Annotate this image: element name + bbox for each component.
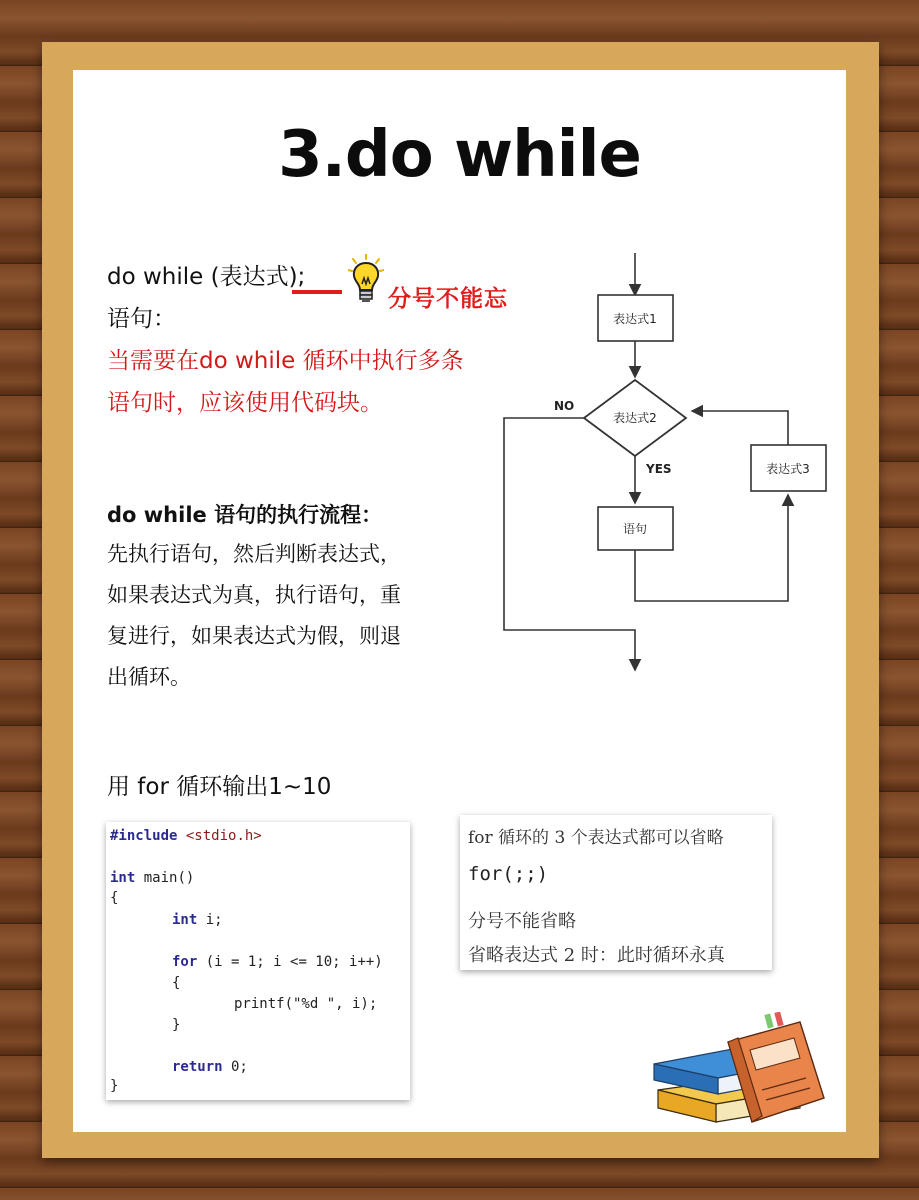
code-token: printf("%d ", i); <box>234 996 378 1012</box>
semicolon-note: 分号不能忘 <box>388 286 508 312</box>
semicolon-marker <box>292 290 342 294</box>
note-line: 省略表达式 2 时：此时循环永真 <box>468 945 725 966</box>
red-note-line1: 当需要在do while 循环中执行多条 <box>107 348 464 374</box>
flow-line: 先执行语句，然后判断表达式， <box>107 542 401 566</box>
note-line: for 循环的 3 个表达式都可以省略 <box>468 828 724 848</box>
flow-line: 复进行，如果表达式为假，则退 <box>107 624 401 648</box>
page-title: 3.do while <box>278 118 641 192</box>
code-token: (i = 1; i <= 10; i++) <box>197 954 383 970</box>
code-token: <stdio.h> <box>185 828 262 844</box>
flow-box3-label: 表达式3 <box>766 462 810 476</box>
code-token: i; <box>197 912 223 928</box>
code-token: main() <box>135 870 195 886</box>
code-token: #include <box>110 828 178 844</box>
code-token: return <box>172 1059 223 1075</box>
code-token: { <box>172 975 181 991</box>
lightbulb-icon <box>348 254 384 312</box>
code-token: for <box>172 954 198 970</box>
flow-box1-label: 表达式1 <box>613 312 657 326</box>
flow-yes-label: YES <box>646 462 672 476</box>
syntax-statement: 语句： <box>107 306 176 332</box>
books-icon <box>650 1012 830 1130</box>
code-token: { <box>110 890 119 906</box>
note-line: 分号不能省略 <box>468 911 576 932</box>
note-line: for(;;) <box>468 863 549 885</box>
code-token: int <box>172 912 198 928</box>
flow-no-label: NO <box>554 399 575 413</box>
red-note-line2: 语句时，应该使用代码块。 <box>107 390 383 416</box>
code-token: int <box>110 870 136 886</box>
flow-diamond-label: 表达式2 <box>613 411 657 425</box>
code-token: 0; <box>222 1059 248 1075</box>
flow-line: 出循环。 <box>107 665 191 689</box>
code-token: } <box>110 1078 119 1094</box>
syntax-line: do while (表达式); <box>107 264 306 290</box>
flow-line: 如果表达式为真，执行语句，重 <box>107 583 401 607</box>
code-snippet <box>106 822 410 1100</box>
example-heading: 用 for 循环输出1~10 <box>107 774 332 800</box>
code-token: } <box>172 1017 181 1033</box>
flow-heading: do while 语句的执行流程： <box>107 503 383 527</box>
notes-box <box>460 815 772 970</box>
flowchart <box>490 245 840 680</box>
flow-statement-label: 语句 <box>622 522 648 536</box>
